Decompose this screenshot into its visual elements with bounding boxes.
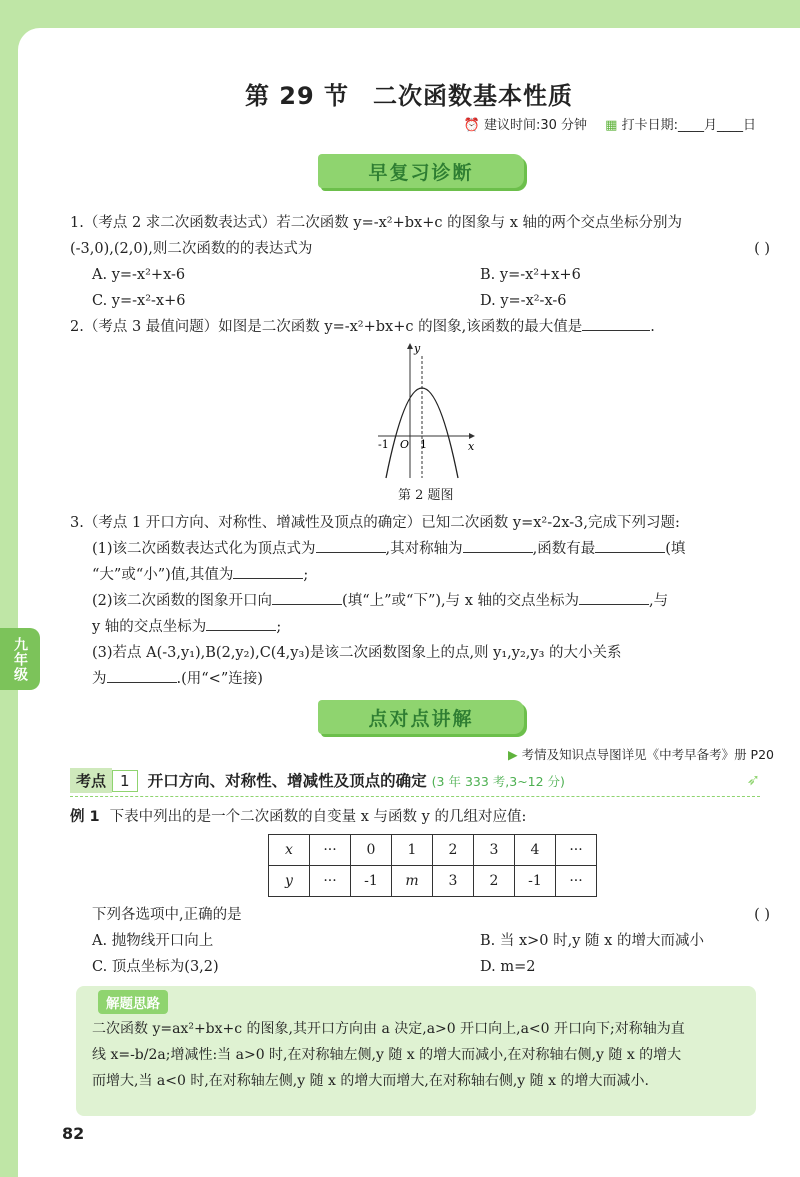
reference-text: 考情及知识点导图详见《中考早备考》册 P20 <box>521 747 774 762</box>
q2-stem: 2.（考点 3 最值问题）如图是二次函数 y=-x²+bx+c 的图象,该函数的最大值是 <box>70 319 583 335</box>
clock-icon: ⏰ <box>463 118 480 133</box>
topic-title: 开口方向、对称性、增减性及顶点的确定 <box>147 772 427 790</box>
question-3: 3.（考点 1 开口方向、对称性、增减性及顶点的确定）已知二次函数 y=x²-2x-3,完成下列习题: (1)该二次函数表达式化为顶点式为 ,其对称轴为 ,函数有最 (填 “大”或“小”)值,其值为 ; (2)该二次函数的图象开口向 (填“上”或“下”),与 x 轴的交点坐标为 ,与 y 轴的交点坐标为 ; (3)若点 A(-3,y₁),B(2,y₂),C(4,y₃)是该二次函数图象上的点,则 y₁,y₂,y₃ 的大小关系 为 .(用“<”连接) <box>70 510 770 692</box>
q3-part2-a: (2)该二次函数的图象开口向 <box>92 593 273 609</box>
meta-line <box>464 114 756 133</box>
q3-part1-a: (1)该二次函数表达式化为顶点式为 <box>92 541 316 557</box>
table-cell: 1 <box>392 835 433 866</box>
q1-option-a: A. y=-x²+x-6 <box>92 267 186 283</box>
table-cell: 2 <box>474 866 515 897</box>
table-cell: -1 <box>351 866 392 897</box>
example-option-c: C. 顶点坐标为(3,2) <box>92 959 219 975</box>
q3-part1-c: ,函数有最 <box>532 541 596 557</box>
q1-answer-bracket: ( ) <box>754 241 770 257</box>
q3-part2-c: ,与 <box>649 593 669 609</box>
play-icon: ▶ <box>507 747 518 762</box>
q3-part1-e: “大”或“小”)值,其值为 <box>92 567 234 583</box>
section-title <box>18 76 800 111</box>
q3-part1-b: ,其对称轴为 <box>385 541 463 557</box>
topic-header <box>70 768 760 797</box>
q3-part3-b: 为 <box>92 671 107 687</box>
table-cell: 3 <box>474 835 515 866</box>
solution-text <box>92 1016 758 1094</box>
table-cell: -1 <box>515 866 556 897</box>
suggested-time: 建议时间:30 分钟 <box>483 118 588 133</box>
page-number: 82 <box>62 1124 85 1143</box>
q1-option-c: C. y=-x²-x+6 <box>92 293 186 309</box>
q1-option-b: B. y=-x²+x+6 <box>480 267 581 283</box>
table-cell: 0 <box>351 835 392 866</box>
section-name: 二次函数基本性质 <box>373 82 574 110</box>
checkin-date: 打卡日期:____月____日 <box>621 118 756 133</box>
q3-blank-6 <box>579 590 649 605</box>
solution-line1: 二次函数 y=ax²+bx+c 的图象,其开口方向由 a 决定,a>0 开口向上,a<0 开口向下;对称轴为直 <box>92 1021 685 1037</box>
solution-line2: 线 x=-b/2a;增减性:当 a>0 时,在对称轴左侧,y 随 x 的增大而减小,在对称轴右侧,y 随 x 的增大 <box>92 1047 682 1063</box>
question-1 <box>70 210 770 314</box>
solution-tag: 解题思路 <box>98 990 168 1014</box>
q3-part2-d: y 轴的交点坐标为 <box>92 619 207 635</box>
value-table <box>268 834 597 897</box>
q1-option-d: D. y=-x²-x-6 <box>480 293 567 309</box>
example-label: 例 1 <box>70 809 100 825</box>
table-cell: 4 <box>515 835 556 866</box>
topic-tag: 考点 <box>70 768 112 793</box>
calendar-icon: ▦ <box>605 118 618 133</box>
q3-part2-b: (填“上”或“下”),与 x 轴的交点坐标为 <box>342 593 580 609</box>
q1-stem-line2: (-3,0),(2,0),则二次函数的的表达式为 <box>70 241 313 257</box>
example-option-b: B. 当 x>0 时,y 随 x 的增大而减小 <box>480 933 704 949</box>
q3-blank-8 <box>107 668 177 683</box>
solution-line3: 而增大,当 a<0 时,在对称轴左侧,y 随 x 的增大而增大,在对称轴右侧,y 随 x 的增大而减小. <box>92 1073 649 1089</box>
example-question-text: 下列各选项中,正确的是 <box>92 907 242 923</box>
y-axis-label: y <box>414 342 421 355</box>
q3-blank-7 <box>206 616 276 631</box>
table-row <box>269 866 597 897</box>
reference-note <box>508 745 774 763</box>
table-cell: ··· <box>556 835 597 866</box>
q3-part3-c: .(用“<”连接) <box>176 671 263 687</box>
example-1-question <box>92 902 770 980</box>
table-row <box>269 835 597 866</box>
table-cell: ··· <box>310 835 351 866</box>
table-cell: 2 <box>433 835 474 866</box>
q1-stem-line1: 1.（考点 2 求二次函数表达式）若二次函数 y=-x²+bx+c 的图象与 x 轴的两个交点坐标分别为 <box>70 215 682 231</box>
example-1 <box>70 804 770 830</box>
q3-blank-5 <box>272 590 342 605</box>
q3-part1-d: (填 <box>665 541 686 557</box>
q3-blank-2 <box>463 538 533 553</box>
table-cell: ··· <box>310 866 351 897</box>
explain-banner <box>318 700 524 734</box>
tick-pos-label: 1 <box>420 438 427 451</box>
section-number: 第 29 节 <box>244 82 350 110</box>
q3-part3-a: (3)若点 A(-3,y₁),B(2,y₂),C(4,y₃)是该二次函数图象上的点,则 y₁,y₂,y₃ 的大小关系 <box>92 645 622 661</box>
example-answer-bracket: ( ) <box>754 907 770 923</box>
q2-graph <box>370 338 480 482</box>
table-cell: 3 <box>433 866 474 897</box>
q3-blank-3 <box>595 538 665 553</box>
origin-label: O <box>400 438 410 451</box>
grade-tab: 九年级 <box>0 628 40 690</box>
question-2: 2.（考点 3 最值问题）如图是二次函数 y=-x²+bx+c 的图象,该函数的最大值是 . <box>70 314 770 340</box>
explain-banner-label: 点对点讲解 <box>368 707 474 730</box>
page <box>12 28 800 1177</box>
table-cell: x <box>269 835 310 866</box>
example-stem: 下表中列出的是一个二次函数的自变量 x 与函数 y 的几组对应值: <box>109 809 527 825</box>
example-option-d: D. m=2 <box>480 959 536 975</box>
tick-neg-label: -1 <box>378 438 389 451</box>
q3-blank-1 <box>316 538 386 553</box>
topic-stats: (3 年 333 考,3~12 分) <box>431 774 565 789</box>
example-option-a: A. 抛物线开口向上 <box>92 933 214 949</box>
q3-blank-4 <box>233 564 303 579</box>
table-cell: ··· <box>556 866 597 897</box>
table-cell: m <box>392 866 433 897</box>
q3-stem: 3.（考点 1 开口方向、对称性、增减性及顶点的确定）已知二次函数 y=x²-2x-3,完成下列习题: <box>70 515 680 531</box>
x-axis-label: x <box>468 440 475 453</box>
review-banner-label: 早复习诊断 <box>368 161 474 184</box>
topic-number: 1 <box>112 770 138 792</box>
review-banner <box>318 154 524 188</box>
q2-answer-blank <box>582 316 650 331</box>
q2-figure-caption: 第 2 题图 <box>398 488 454 503</box>
table-cell: y <box>269 866 310 897</box>
paper-plane-icon: ➶ <box>746 770 760 789</box>
